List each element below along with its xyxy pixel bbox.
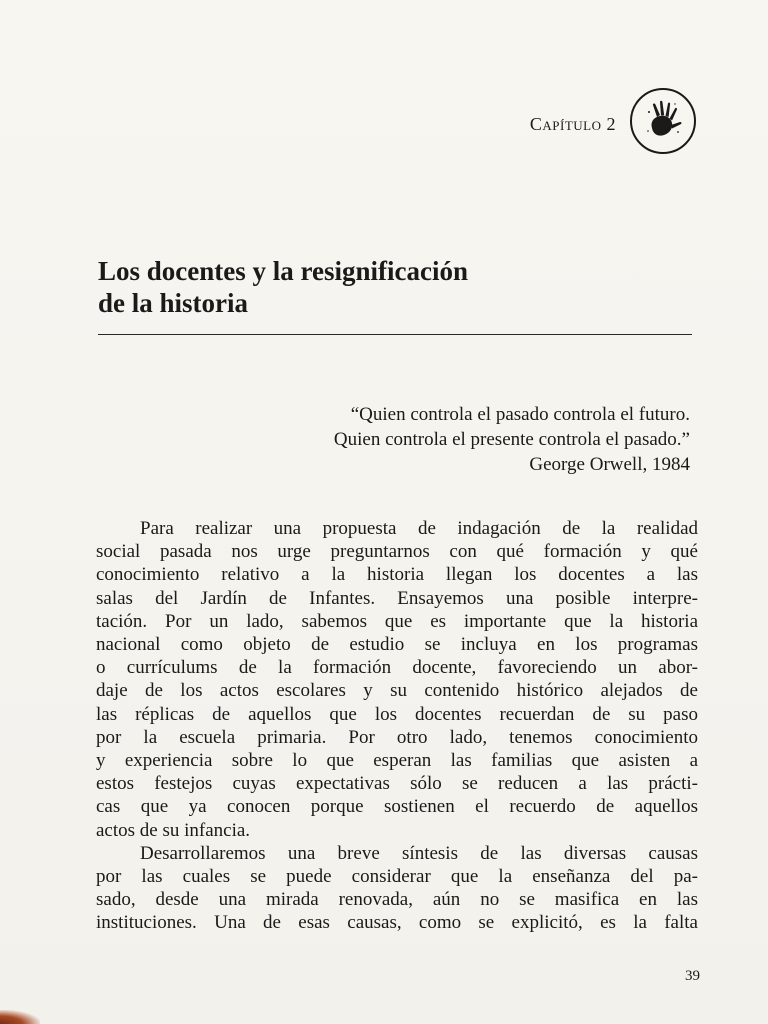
title-line-1: Los docentes y la resignificación xyxy=(98,256,468,286)
text-line: las réplicas de aquellos que los docentes recuerdan de su paso xyxy=(96,703,698,725)
chapter-emblem xyxy=(630,88,696,154)
title-divider xyxy=(98,334,692,335)
page-number: 39 xyxy=(685,968,700,984)
chapter-title xyxy=(98,255,658,319)
text-line: cas que ya conocen porque sostienen el recuerdo de aquellos xyxy=(96,796,698,818)
handprint-icon xyxy=(640,98,686,144)
text-line: o currículums de la formación docente, favoreciendo un abor- xyxy=(96,657,698,679)
text-line: instituciones. Una de esas causas, como se explicitó, es la falta xyxy=(96,912,698,934)
text-line: Para realizar una propuesta de indagación de la realidad xyxy=(140,518,698,539)
epigraph xyxy=(334,402,690,477)
epigraph-line-1: “Quien controla el pasado controla el futuro. xyxy=(350,404,690,425)
text-line: sado, desde una mirada renovada, aún no se masifica en las xyxy=(96,889,698,911)
epigraph-attribution: George Orwell, 1984 xyxy=(529,454,690,475)
text-line: estos festejos cuyas expectativas sólo se reducen a las prácti- xyxy=(96,773,698,795)
page-corner-shadow xyxy=(0,1010,40,1024)
text-line: nacional como objeto de estudio se incluya en los programas xyxy=(96,634,698,656)
text-line: por la escuela primaria. Por otro lado, tenemos conocimiento xyxy=(96,726,698,748)
text-line: social pasada nos urge preguntarnos con qué formación y qué xyxy=(96,541,698,563)
chapter-label: Capítulo 2 xyxy=(529,113,616,134)
chapter-header xyxy=(530,88,696,154)
paragraph-1 xyxy=(96,517,698,842)
text-line: Desarrollaremos una breve síntesis de las diversas causas xyxy=(140,842,698,864)
text-line: y experiencia sobre lo que esperan las familias que asisten a xyxy=(96,750,698,772)
text-line: salas del Jardín de Infantes. Ensayemos una posible interpre- xyxy=(96,587,698,609)
text-line: tación. Por un lado, sabemos que es importante que la historia xyxy=(96,610,698,632)
epigraph-line-2: Quien controla el presente controla el pasado.” xyxy=(333,429,690,450)
text-line: conocimiento relativo a la historia llegan los docentes a las xyxy=(96,564,698,586)
text-line: actos de su infancia. xyxy=(96,819,251,841)
text-line: por las cuales se puede considerar que la enseñanza del pa- xyxy=(96,866,698,888)
text-line: daje de los actos escolares y su contenido histórico alejados de xyxy=(96,680,698,702)
body-text xyxy=(96,517,698,935)
title-line-2: de la historia xyxy=(98,288,249,318)
paragraph-2 xyxy=(96,842,698,935)
